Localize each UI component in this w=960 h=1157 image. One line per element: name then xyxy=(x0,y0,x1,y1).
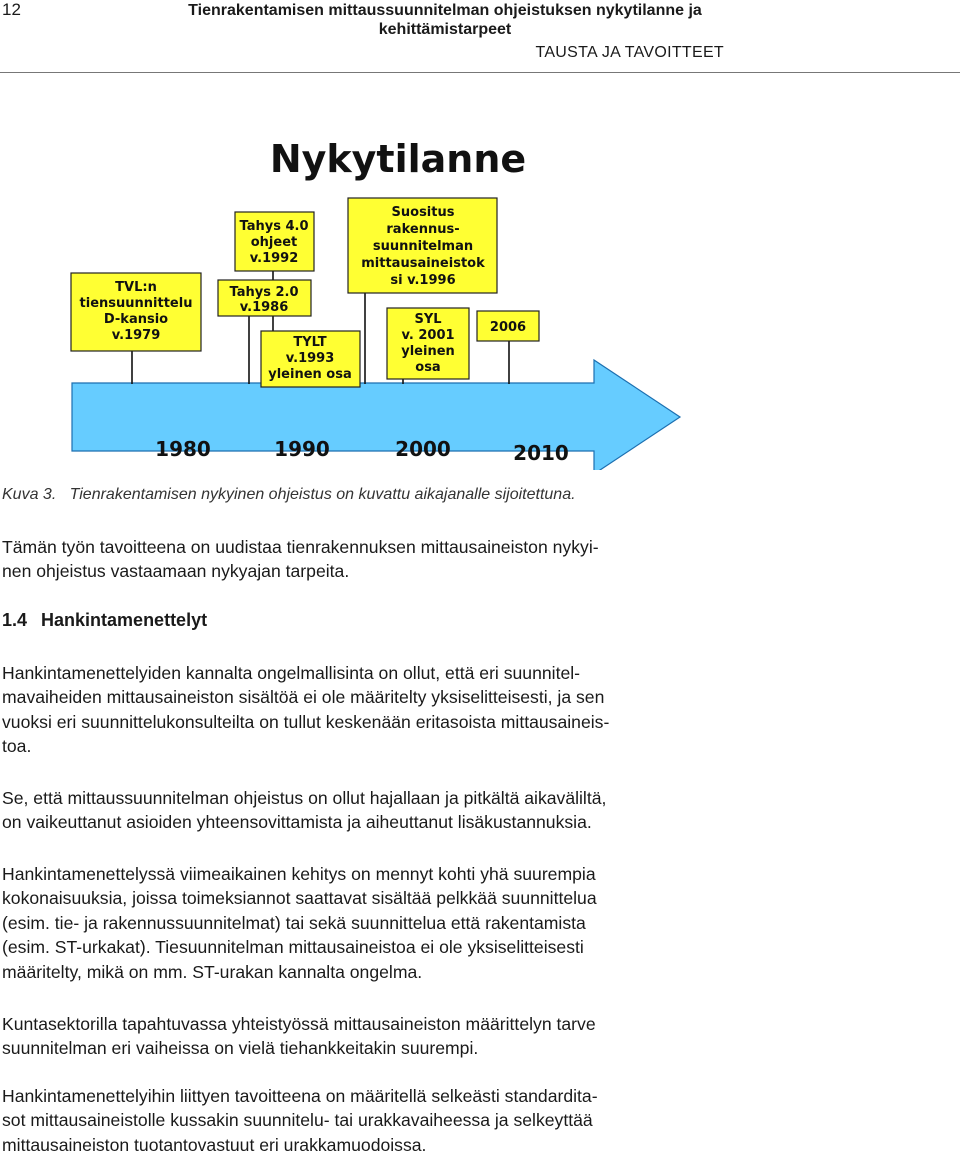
svg-text:SYL: SYL xyxy=(414,312,442,327)
intro-line-2: nen ohjeistus vastaamaan nykyajan tarpeita. xyxy=(2,561,350,582)
svg-text:v.1993: v.1993 xyxy=(285,351,335,366)
box-syl-2001 xyxy=(387,308,469,379)
svg-text:v.1979: v.1979 xyxy=(111,328,161,343)
svg-text:si v.1996: si v.1996 xyxy=(390,273,456,288)
paragraph-5 xyxy=(2,1084,726,1157)
figure-caption xyxy=(2,486,576,504)
paragraph-4 xyxy=(2,1012,726,1061)
running-header xyxy=(160,1,730,39)
section-label: TAUSTA JA TAVOITTEET xyxy=(535,44,724,61)
svg-text:TVL:n: TVL:n xyxy=(115,280,157,295)
p3-line-3: (esim. tie- ja rakennussuunnitelmat) tai sekä suunnittelua että rakentamista xyxy=(2,912,586,933)
svg-text:yleinen osa: yleinen osa xyxy=(268,367,352,382)
svg-text:tiensuunnittelu: tiensuunnittelu xyxy=(79,296,193,311)
year-label-2000: 2000 xyxy=(395,437,451,461)
p1-line-2: mavaiheiden mittausaineiston sisältöä ei ole määritelty yksiselitteisesti, ja sen xyxy=(2,687,605,708)
svg-text:v.1992: v.1992 xyxy=(249,251,299,266)
p1-line-1: Hankintamenettelyiden kannalta ongelmallisinta on ollut, että eri suunnitel- xyxy=(2,663,581,683)
p4-line-1: Kuntasektorilla tapahtuvassa yhteistyössä mittausaineiston määrittelyn tarve xyxy=(2,1014,596,1034)
timeline-figure xyxy=(0,120,960,470)
header-title-line-1: Tienrakentamisen mittaussuunnitelman ohjeistuksen nykytilanne ja xyxy=(188,2,702,19)
svg-text:rakennus-: rakennus- xyxy=(386,222,460,237)
section-heading-text: Hankintamenettelyt xyxy=(41,610,208,630)
svg-text:v.1986: v.1986 xyxy=(239,300,289,315)
p1-line-3: vuoksi eri suunnittelukonsulteilta on tullut keskenään eritasoista mittausaineis- xyxy=(2,711,610,732)
p3-line-1: Hankintamenettelyssä viimeaikainen kehitys on mennyt kohti yhä suurempia xyxy=(2,864,596,884)
svg-text:Suositus: Suositus xyxy=(391,205,455,220)
year-label-2010: 2010 xyxy=(513,441,569,465)
page-number: 12 xyxy=(2,0,21,19)
p2-line-2: on vaikeuttanut asioiden yhteensovittamista ja aiheuttanut lisäkustannuksia. xyxy=(2,812,592,833)
p1-line-4: toa. xyxy=(2,736,32,757)
box-tvl-1979 xyxy=(71,273,201,351)
paragraph-1 xyxy=(2,661,726,759)
section-heading-number: 1.4 xyxy=(2,610,28,630)
year-label-1980: 1980 xyxy=(155,437,211,461)
header-title-line-2: kehittämistarpeet xyxy=(378,21,512,38)
svg-text:mittausaineistok: mittausaineistok xyxy=(361,256,485,271)
svg-text:v. 2001: v. 2001 xyxy=(401,328,455,343)
box-tahys-4-1992 xyxy=(235,212,314,271)
p3-line-5: määritelty, mikä on mm. ST-urakan kannalta ongelma. xyxy=(2,961,423,982)
p5-line-3: mittausaineiston tuotantovastuut eri urakkamuodoissa. xyxy=(2,1134,427,1155)
box-2006 xyxy=(477,311,539,341)
intro-line-1: Tämän työn tavoitteena on uudistaa tienrakennuksen mittausaineiston nykyi- xyxy=(2,537,599,557)
intro-paragraph xyxy=(2,535,726,584)
svg-text:Tahys 2.0: Tahys 2.0 xyxy=(229,285,299,300)
svg-text:TYLT: TYLT xyxy=(293,335,327,350)
header-rule xyxy=(0,72,960,73)
svg-text:D-kansio: D-kansio xyxy=(103,312,169,327)
box-suositus-1996 xyxy=(348,198,497,293)
p2-line-1: Se, että mittaussuunnitelman ohjeistus on ollut hajallaan ja pitkältä aikaväliltä, xyxy=(2,788,607,808)
figure-title: Nykytilanne xyxy=(269,137,527,181)
p5-line-2: sot mittausaineistolle kussakin suunnitelu- tai urakkavaiheessa ja selkeyttää xyxy=(2,1110,593,1131)
box-tylt-1993 xyxy=(261,331,360,387)
p4-line-2: suunnitelman eri vaiheissa on vielä tiehankkeitakin suurempi. xyxy=(2,1038,479,1059)
p5-line-1: Hankintamenettelyihin liittyen tavoitteena on määritellä selkeästi standardita- xyxy=(2,1086,598,1106)
p3-line-4: (esim. ST-urkakat). Tiesuunnitelman mittausaineistoa ei ole yksiselitteisesti xyxy=(2,937,584,958)
year-label-1990: 1990 xyxy=(274,437,330,461)
paragraph-3 xyxy=(2,862,726,984)
svg-text:Tahys 4.0: Tahys 4.0 xyxy=(239,219,309,234)
section-heading xyxy=(2,610,207,631)
svg-text:suunnitelman: suunnitelman xyxy=(372,239,474,254)
caption-label: Kuva 3. xyxy=(2,486,57,503)
svg-text:yleinen: yleinen xyxy=(401,344,455,359)
svg-text:ohjeet: ohjeet xyxy=(250,235,298,250)
box-tahys-2-1986 xyxy=(218,280,311,316)
p3-line-2: kokonaisuuksia, joissa toimeksiannot saattavat sisältää pelkkää suunnittelua xyxy=(2,888,597,909)
paragraph-2 xyxy=(2,786,726,835)
caption-text: Tienrakentamisen nykyinen ohjeistus on kuvattu aikajanalle sijoitettuna. xyxy=(69,486,576,503)
svg-text:osa: osa xyxy=(415,360,441,375)
svg-text:2006: 2006 xyxy=(489,320,527,335)
